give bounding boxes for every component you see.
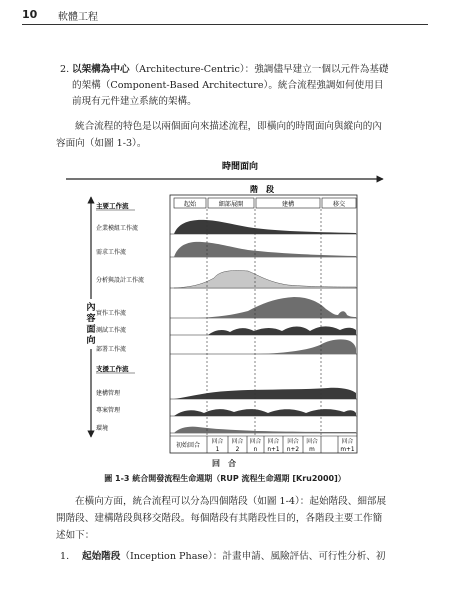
- iteration-number: 1: [215, 447, 220, 453]
- iterations-axis-label: 回 合: [212, 459, 236, 468]
- workflow-configuration-management: 建構管理: [96, 390, 121, 397]
- iteration-label: 回合: [306, 439, 318, 445]
- hump-test: [208, 326, 356, 335]
- workflow-business-modeling: 企業模組工作流: [96, 225, 139, 232]
- phase-inception: 起始: [183, 201, 197, 208]
- phase-transition: 移交: [332, 201, 346, 208]
- hump-requirements: [174, 242, 356, 257]
- time-axis-label: 時間面向: [221, 162, 259, 172]
- workload-humps: [174, 220, 356, 433]
- list-keyword: 起始階段: [82, 551, 121, 562]
- content-axis-char: 面: [86, 325, 96, 335]
- hump-environment: [174, 427, 356, 433]
- list-item-inception-phase: [60, 549, 392, 565]
- header-rule: [22, 24, 428, 25]
- iteration-number: m+1: [340, 447, 355, 453]
- list-text: （Architecture-Centric）：強調儘早建立一個以元件為基礎的架構（Component-Based Architecture）。統合流程強調如何使用目前現有元件建立系統的架構。: [72, 64, 389, 107]
- list-number: 1.: [60, 551, 70, 562]
- phase-elaboration: 細部展開: [218, 201, 244, 208]
- paragraph-phases: 在橫向方面，統合流程可以分為四個階段（如圖 1-4）：起始階段、細部展開階段、建構階段與移交階段。每個階段有其階段性目的，各階段主要工作簡述如下：: [56, 496, 387, 541]
- workflow-deployment: 部署工作流: [96, 346, 127, 353]
- content-axis-char: 容: [86, 314, 96, 324]
- iteration-number: n+2: [286, 447, 300, 453]
- workflow-project-management: 專案管理: [96, 407, 121, 414]
- list-number: 2.: [60, 64, 70, 75]
- iteration-label: 回合: [341, 439, 354, 445]
- workflow-environment: 環境: [96, 425, 109, 432]
- iteration-label: 回合: [249, 439, 262, 445]
- workflow-requirements: 需求工作流: [96, 249, 127, 256]
- workflow-analysis-design: 分析與設計工作流: [96, 277, 145, 284]
- phase-construction: 建構: [281, 201, 295, 208]
- hump-business-modeling: [174, 220, 356, 234]
- workflow-implementation: 實作工作流: [96, 310, 127, 317]
- hump-project-management: [174, 409, 356, 416]
- list-item-architecture-centric: [60, 62, 390, 110]
- running-head: 軟體工程: [58, 12, 98, 23]
- iteration-dividers: [207, 209, 321, 436]
- support-workflows-heading: 支援工作流: [96, 365, 129, 373]
- workflow-test: 測試工作流: [96, 327, 127, 334]
- iteration-number: m: [309, 447, 315, 453]
- rup-lifecycle-diagram: [58, 157, 390, 457]
- iteration-number: n+1: [267, 447, 280, 453]
- page-number: 10: [22, 8, 38, 21]
- list-keyword: 以架構為中心: [72, 64, 130, 75]
- iteration-number: n: [253, 447, 258, 453]
- list-text: （Inception Phase）：計畫申請、風險評估、可行性分析、初: [120, 551, 386, 562]
- figure-caption: 圖 1-3 統合開發流程生命週期（RUP 流程生命週期 [Kru2000]）: [104, 474, 346, 483]
- iteration-row: [170, 436, 357, 453]
- phases-title: 階 段: [250, 185, 274, 194]
- iteration-initial: 初始回合: [175, 442, 201, 449]
- main-workflows-heading: 主要工作流: [96, 202, 129, 210]
- iteration-label: 回合: [287, 439, 299, 445]
- hump-analysis-design: [174, 271, 356, 288]
- hump-deployment: [258, 339, 356, 354]
- iteration-label: 回合: [267, 439, 280, 445]
- figure-rup-lifecycle: [58, 157, 390, 468]
- content-axis-char: 向: [86, 336, 96, 346]
- iteration-label: 回合: [231, 439, 244, 445]
- iteration-label: 回合: [211, 439, 224, 445]
- hump-implementation: [198, 297, 356, 318]
- iteration-number: 2: [235, 447, 240, 453]
- hump-configuration-management: [174, 388, 356, 399]
- content-axis-char: 內: [86, 303, 96, 313]
- phase-header-row: [174, 198, 356, 208]
- paragraph-intro: 統合流程的特色是以兩個面向來描述流程，即橫向的時間面向與縱向的內容面向（如圖 1-3）。: [56, 121, 382, 149]
